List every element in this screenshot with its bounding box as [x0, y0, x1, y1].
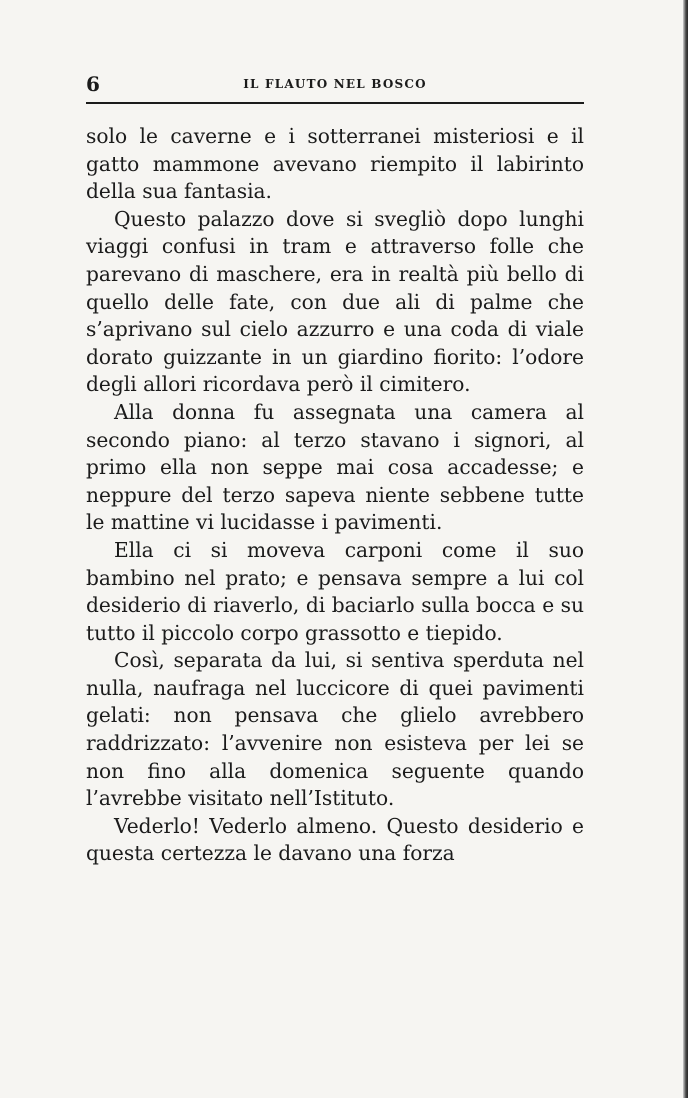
header-rule [86, 102, 584, 104]
paragraph: Vederlo! Vederlo almeno. Questo desiderio e questa certezza le davano una forza [86, 813, 584, 866]
page-header [86, 70, 584, 98]
page-edge-shadow [683, 0, 688, 1098]
running-title: IL FLAUTO NEL BOSCO [243, 77, 427, 91]
paragraph: solo le caverne e i sotterranei misteriosi e il gatto mammone avevano riempito il labirinto della sua fantasia. [86, 124, 584, 204]
paragraph: Questo palazzo dove si svegliò dopo lunghi viaggi confusi in tram e attraverso folle che parevano di maschere, era in realtà più bello di quello delle fate, con due ali di palme che s’aprivano sul cielo azzurro e una coda di viale dorato guizzante in un giardino fiorito: l’odore degli allori ricordava però il cimitero. [86, 206, 584, 397]
page-number: 6 [86, 72, 100, 96]
paragraph: Così, separata da lui, si sentiva sperduta nel nulla, naufraga nel luccicore di quei pavimenti gelati: non pensava che glielo avrebbero raddrizzato: l’avvenire non esisteva per lei se non fino alla domenica seguente quando l’avrebbe visitato nell’Istituto. [86, 648, 584, 811]
paragraph: Alla donna fu assegnata una camera al secondo piano: al terzo stavano i signori, al primo ella non seppe mai cosa accadesse; e neppure del terzo sapeva niente sebbene tutte le mattine vi lucidasse i pavimenti. [86, 399, 584, 535]
body-text [86, 123, 584, 868]
paragraph: Ella ci si moveva carponi come il suo bambino nel prato; e pensava sempre a lui col desiderio di riaverlo, di baciarlo sulla bocca e su tutto il piccolo corpo grassotto e tiepido. [86, 537, 584, 645]
